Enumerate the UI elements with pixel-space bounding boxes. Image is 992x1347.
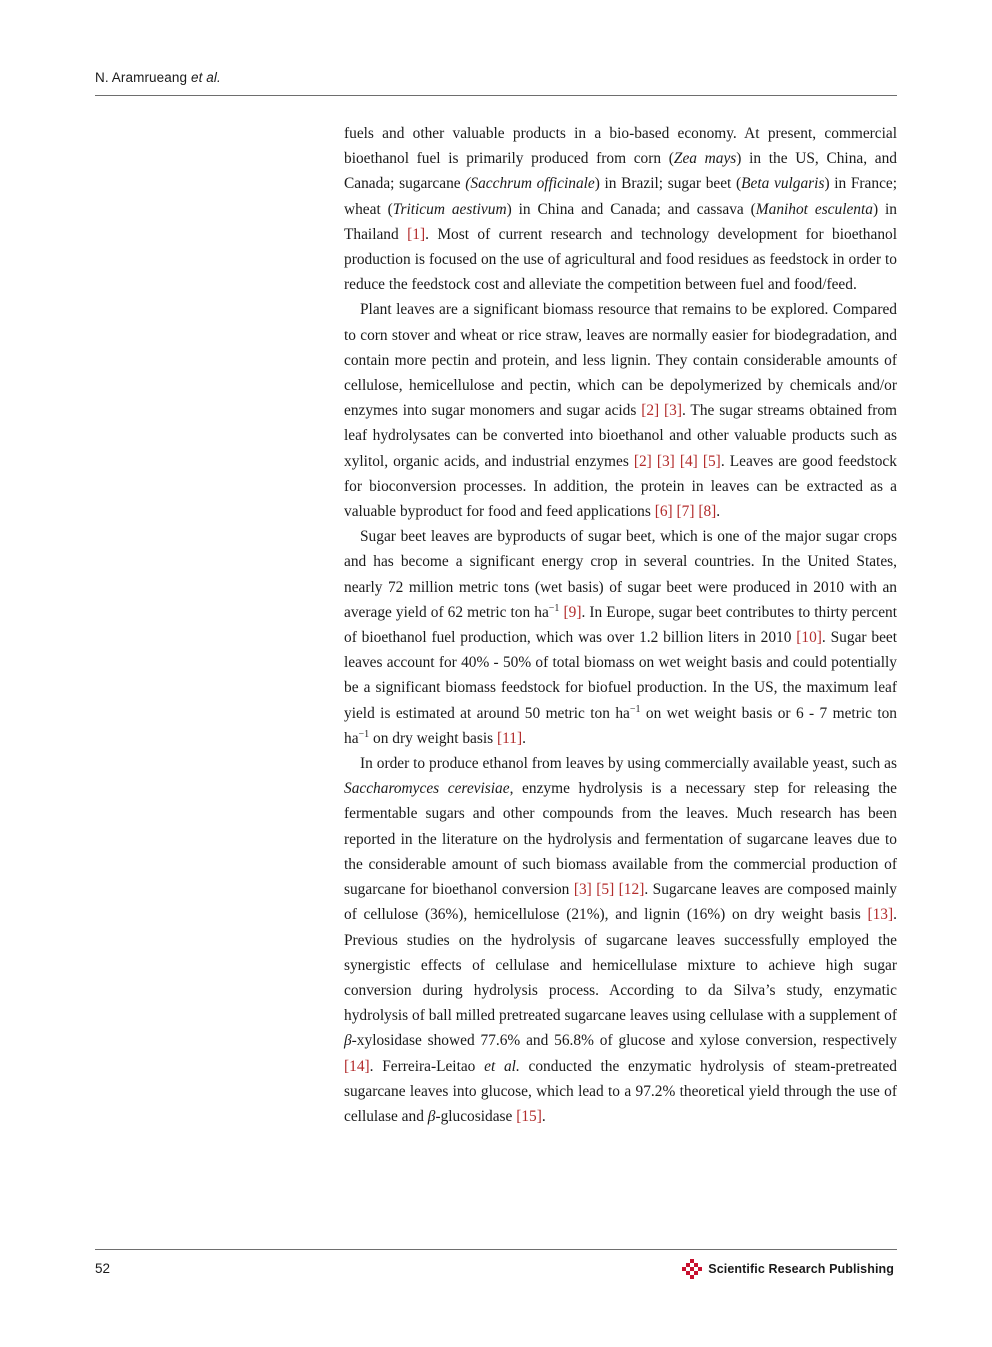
text-run: Sugar beet leaves are byproducts of sugar beet, which is one of the major sugar crops and has become a significant energy crop in several countries. In the United States, nearly 72 million metric tons (wet basis) of sugar beet were produced in 2010 with an average yield of 62 metric ton ha — [344, 528, 897, 621]
text-run: on wet weight basis or 6 - 7 metric ton ha — [344, 704, 897, 747]
text-run: . In Europe, sugar beet contributes to thirty percent of bioethanol fuel production, which was over 1.2 billion liters in 2010 — [344, 603, 897, 647]
citation-link[interactable]: [2] — [633, 452, 652, 470]
italic-text: Manihot esculenta — [755, 200, 873, 218]
text-run: . The sugar streams obtained from leaf hydrolysates can be converted into bioethanol and other valuable products such as xylitol, organic acids, and industrial enzymes — [344, 402, 898, 470]
citation-link[interactable]: [1] — [407, 225, 426, 243]
text-run: . Leaves are good feedstock for bioconversion processes. In addition, the protein in leaves can be extracted as a valuable byproduct for food and feed applications — [344, 452, 897, 521]
text-run: Plant leaves are a significant biomass resource that remains to be explored. Compared to corn stover and wheat or rice straw, leaves are normally easier for biodegradation, and contain more pectin and protein, and less lignin. They contain considerable amounts of cellulose, hemicellulose and pectin, which can be depolymerized by chemicals and/or enzymes into sugar monomers and sugar acids — [344, 301, 897, 420]
citation-link[interactable]: [11] — [497, 729, 523, 747]
text-run: . — [522, 729, 526, 747]
citation-link[interactable]: [5] — [596, 881, 615, 899]
text-run: -glucosidase — [435, 1107, 517, 1125]
text-run: ) in Thailand — [344, 200, 897, 243]
citation-link[interactable]: [3] — [664, 402, 682, 420]
paragraph-1 — [344, 121, 897, 297]
citation-link[interactable]: [13] — [867, 906, 894, 924]
header-rule — [95, 95, 897, 96]
superscript: −1 — [358, 728, 370, 740]
text-run: , enzyme hydrolysis is a necessary step for releasing the fermentable sugars and other compounds from the leaves. Much research has been reported in the literature on the hydrolysis and fermentation of sugarcane leaves due to the considerable amount of such biomass available from the commercial production of sugarcane for bioethanol conversion — [344, 780, 897, 899]
citation-link[interactable]: [8] — [698, 503, 717, 521]
citation-link[interactable]: [10] — [796, 629, 822, 647]
citation-link[interactable]: [3] — [573, 881, 592, 899]
superscript: −1 — [548, 602, 560, 614]
text-run: . Sugarcane leaves are composed mainly of cellulose (36%), hemicellulose (21%), and lignin (16%) on dry weight basis — [344, 881, 897, 924]
paragraph-3 — [344, 524, 897, 751]
text-run: fuels and other valuable products in a bio-based economy. At present, commercial bioethanol fuel is primarily produced from corn ( — [344, 125, 897, 168]
citation-link[interactable]: [3] — [656, 452, 675, 470]
text-run: ) in the US, China, and Canada; sugarcane — [344, 150, 897, 193]
citation-link[interactable]: [12] — [618, 881, 645, 899]
italic-text: (Sacchrum officinale — [465, 175, 595, 193]
citation-link[interactable]: [6] — [654, 503, 673, 521]
citation-link[interactable]: [5] — [702, 452, 721, 470]
superscript: −1 — [629, 703, 641, 715]
header-author: N. Aramrueang — [95, 70, 188, 85]
citation-link[interactable]: [7] — [676, 503, 695, 521]
citation-link[interactable]: [15] — [516, 1107, 542, 1125]
header-etal: et al. — [190, 70, 221, 85]
paragraph-4 — [344, 751, 897, 1129]
italic-text: Zea mays — [673, 150, 737, 168]
citation-link[interactable]: [2] — [641, 402, 660, 420]
text-run: . — [541, 1107, 546, 1125]
publisher-logo-icon — [681, 1258, 703, 1280]
citation-link[interactable]: [14] — [344, 1057, 370, 1075]
italic-text: Saccharomyces cerevisiae — [344, 780, 510, 798]
text-run: In order to produce ethanol from leaves by using commercially available yeast, such as — [360, 755, 897, 773]
publisher-brand — [681, 1258, 894, 1280]
text-run: conducted the enzymatic hydrolysis of steam-pretreated sugarcane leaves into glucose, which lead to a 97.2% theoretical yield through the use of cellulase and — [344, 1057, 897, 1125]
citation-link[interactable]: [4] — [679, 452, 698, 470]
paragraph-2 — [344, 297, 897, 524]
italic-text: Beta vulgaris — [741, 175, 825, 193]
running-header — [95, 70, 221, 85]
footer-rule — [95, 1249, 897, 1250]
text-run: . Ferreira-Leitao — [369, 1057, 485, 1075]
publisher-name: Scientific Research Publishing — [708, 1262, 894, 1276]
italic-text: Triticum aestivum — [392, 200, 507, 218]
text-run: ) in China and Canada; and cassava ( — [506, 200, 756, 218]
text-run: on dry weight basis — [369, 729, 497, 747]
text-run: ) in Brazil; sugar beet ( — [594, 175, 742, 193]
text-run: . Most of current research and technology development for bioethanol production is focused on the use of agricultural and food residues as feedstock in order to reduce the feedstock cost and alleviate the competition between fuel and food/feed. — [344, 225, 897, 294]
page-number: 52 — [95, 1261, 111, 1276]
text-run: ) in France; wheat ( — [344, 175, 898, 218]
text-run: . Sugar beet leaves account for 40% - 50% of total biomass on wet weight basis and could potentially be a significant biomass feedstock for biofuel production. In the US, the maximum leaf yield is estimated at around 50 metric ton ha — [344, 629, 898, 722]
article-body — [344, 121, 897, 1129]
italic-text: et al. — [484, 1057, 520, 1075]
italic-text: β — [344, 1032, 352, 1050]
citation-link[interactable]: [9] — [563, 603, 582, 621]
text-run: . — [716, 503, 721, 521]
text-run: -xylosidase showed 77.6% and 56.8% of glucose and xylose conversion, respectively — [351, 1032, 897, 1050]
italic-text: β — [427, 1107, 436, 1125]
text-run: . Previous studies on the hydrolysis of sugarcane leaves successfully employed the synergistic effects of cellulase and hemicellulase mixture to achieve high sugar conversion during hydrolysis process. According to da Silva’s study, enzymatic hydrolysis of ball milled pretreated sugarcane leaves using cellulase with a supplement of — [344, 906, 897, 1025]
